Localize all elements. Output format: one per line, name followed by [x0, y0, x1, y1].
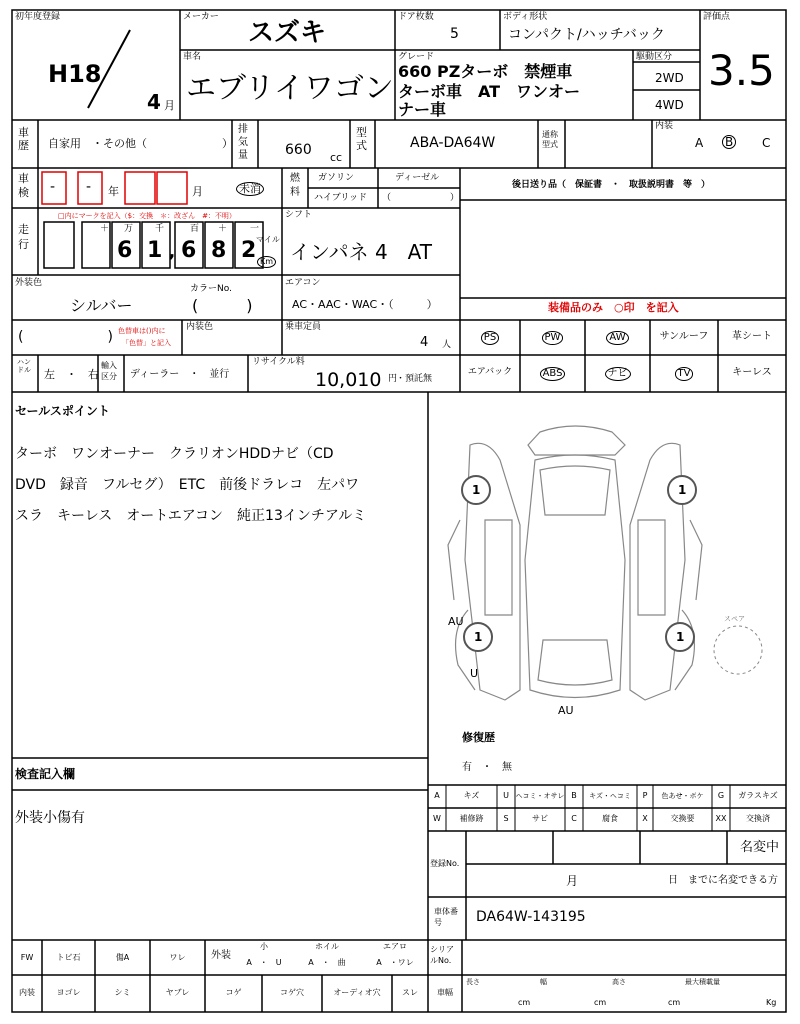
sales-line-1: ターボ ワンオーナー クラリオンHDDナビ（CD [15, 446, 334, 462]
bottom-audio-hole: オーディオ穴 [333, 988, 381, 997]
import-value: ディーラー ・ 並行 [130, 369, 230, 380]
inspection-dash-1: - [50, 179, 56, 195]
legend-code-xx: XX [715, 814, 727, 823]
shift-value: インパネ 4 AT [290, 240, 433, 264]
equip-navi-label: ナビ [605, 367, 631, 381]
bottom-dims-label: 車幅 [437, 988, 453, 997]
repair-history-label: 修復歴 [462, 731, 495, 744]
inspection-none-circle: 未消 [236, 182, 264, 196]
legend-code-c: C [571, 814, 577, 823]
legend-desc-x: 交換要 [670, 814, 695, 823]
damage-u: U [470, 667, 479, 680]
registration-month: 4 [147, 90, 161, 114]
bottom-width-label: 幅 [540, 978, 547, 986]
interior-grade-b-circle: B [722, 135, 736, 149]
bottom-wheel-value: A ・ 曲 [308, 958, 346, 967]
damage-au-rear: AU [558, 704, 574, 717]
bottom-weight-label: 最大積載量 [685, 978, 720, 986]
color-change-paren: ( ) [18, 329, 113, 345]
damage-au-left: AU [448, 615, 464, 628]
bottom-burn: コゲ [225, 988, 242, 997]
unit-ten: ＋ [100, 224, 110, 234]
capacity-label: 乗車定員 [285, 322, 322, 332]
grade-label: グレード [398, 52, 435, 62]
color-code-label: カラーNo. [190, 284, 232, 294]
displacement-label: 排気量 [238, 124, 248, 161]
odometer-digit-5: 2 [241, 238, 257, 263]
legend-desc-a: キズ [463, 791, 480, 800]
color-change-note-1: 色替車は()内に [118, 327, 166, 335]
common-model-label: 通称型式 [542, 130, 558, 149]
odometer-digit-3: 6 [181, 238, 197, 263]
bottom-stain: シミ [114, 988, 131, 997]
maker-value: スズキ [248, 18, 327, 48]
score-label: 評価点 [703, 12, 731, 22]
interior-grade-c: C [762, 136, 771, 150]
chassis-label: 車体番号 [434, 907, 458, 927]
registration-no-label: 登録No. [430, 859, 460, 868]
legend-desc-w: 補修跡 [459, 814, 484, 823]
history-label: 車歴 [18, 126, 29, 152]
capacity-value: 4 [420, 335, 429, 350]
exterior-color-value: シルバー [70, 296, 133, 315]
odometer-digit-1: 6 [117, 238, 133, 263]
legend-desc-u: ヘコミ・オサレ [515, 792, 565, 800]
chassis-value: DA64W-143195 [476, 909, 586, 925]
name-change-label: 名変中 [740, 840, 780, 855]
legend-code-w: W [433, 814, 441, 823]
car-diagram-lines [448, 426, 702, 700]
equipment-label: 装備品のみ ○印 を記入 [548, 301, 679, 314]
inspection-month-unit: 月 [192, 185, 203, 198]
interior-color-label: 内装色 [186, 322, 214, 332]
bottom-scratch-a: 傷A [115, 953, 130, 962]
odometer-digit-2: 1 [147, 238, 163, 263]
bottom-interior-label: 内装 [19, 988, 35, 997]
equip-abs-label: ABS [540, 367, 566, 381]
bottom-weight-unit: Kg [766, 998, 777, 1007]
damage-mark-rear-right: 1 [676, 630, 685, 644]
odometer-comma: , [169, 242, 176, 261]
equip-tv-label: TV [675, 367, 694, 381]
displacement-value: 660 [285, 142, 312, 158]
legend-code-s: S [503, 814, 509, 823]
fuel-hybrid: ハイブリッド [314, 193, 368, 203]
legend-desc-xx: 交換済 [746, 814, 770, 823]
legend-desc-p: 色あせ・ボケ [661, 792, 704, 800]
doors-label: ドア枚数 [398, 12, 434, 22]
sales-points-label: セールスポイント [15, 404, 110, 418]
unit-km-circle: Km [257, 256, 276, 268]
bottom-fw-label: FW [20, 953, 34, 962]
equip-tv [650, 367, 718, 381]
sales-line-3: スラ キーレス オートエアコン 純正13インチアルミ [15, 508, 367, 524]
registration-day-note: 日 までに名変できる方 [668, 875, 778, 886]
equip-sunroof: サンルーフ [659, 331, 709, 342]
displacement-unit: cc [330, 151, 343, 164]
damage-mark-rear-left: 1 [474, 630, 483, 644]
mileage-note: □内にマークを記入（$：交換 ＊：改ざん #：不明） [58, 212, 236, 220]
equip-ps-label: PS [481, 331, 499, 345]
model-label: 型式 [356, 126, 367, 152]
bottom-crack: ワレ [169, 953, 186, 962]
check-text: 外装小傷有 [15, 810, 85, 826]
bottom-wear: スレ [402, 988, 418, 997]
legend-code-b: B [571, 791, 577, 800]
unit-km [257, 256, 276, 268]
fuel-paren-open: （ [382, 193, 392, 203]
registration-era: H18 [48, 60, 102, 88]
doors-value: 5 [450, 26, 459, 42]
drive-label: 駆動区分 [636, 52, 673, 62]
grade-line-3: ナー車 [398, 100, 447, 119]
bottom-length-label: 長さ [466, 978, 480, 986]
fuel-label: 燃料 [290, 173, 300, 198]
legend-desc-g: ガラスキズ [738, 791, 778, 800]
score-value: 3.5 [708, 46, 775, 95]
bottom-length-unit: cm [518, 998, 531, 1007]
maker-label: メーカー [183, 12, 219, 22]
serial-label: シリアルNo. [430, 945, 454, 965]
bottom-tear: ヤブレ [165, 988, 190, 997]
legend-code-p: P [642, 791, 648, 800]
inspection-label: 車検 [18, 172, 29, 199]
color-change-note-2: 「色替」と記入 [122, 339, 171, 347]
drive-4wd: 4WD [655, 98, 684, 112]
mileage-label: 走行 [18, 223, 29, 251]
grade-line-2: ターボ車 AT ワンオー [398, 82, 581, 101]
recycle-value: 10,010 [315, 369, 382, 391]
unit-man: 万 [124, 224, 134, 234]
recycle-note: ・預託無 [396, 374, 433, 384]
capacity-unit: 人 [442, 340, 452, 350]
unit-ten-2: ＋ [218, 224, 228, 234]
equip-airbag: エアバック [467, 367, 513, 377]
bottom-height-unit: cm [668, 998, 681, 1007]
usage-close: ） [222, 137, 233, 150]
bottom-exterior-label: 外装 [211, 950, 231, 961]
damage-mark-front-right: 1 [678, 483, 687, 497]
equip-ps [460, 331, 520, 345]
legend-desc-c: 腐食 [602, 814, 618, 823]
handle-value: 左 ・ 右 [44, 368, 99, 381]
check-label: 検査記入欄 [15, 767, 76, 781]
bottom-aero-label: エアロ [383, 942, 407, 951]
grade-line-1: 660 PZターボ 禁煙車 [398, 62, 573, 81]
legend-desc-b: キズ・ヘコミ [589, 792, 631, 800]
fuel-paren-close: ） [450, 193, 460, 203]
bottom-wheel-label: ホイル [315, 942, 339, 951]
spare-label: スペア [724, 615, 745, 623]
recycle-unit: 円 [388, 374, 398, 384]
bottom-small-label: 小 [260, 942, 268, 951]
usage-value: 自家用 ・その他（ [48, 137, 147, 150]
repair-history-value: 有 ・ 無 [462, 762, 512, 773]
unit-sen: 千 [155, 224, 165, 234]
unit-one: 一 [250, 224, 260, 234]
ac-value: AC・AAC・WAC・（ ） [292, 298, 438, 311]
legend-code-x: X [642, 814, 648, 823]
odometer-digit-4: 8 [211, 238, 227, 263]
first-registration-label: 初年度登録 [15, 12, 61, 22]
month-unit: 月 [164, 99, 175, 112]
bottom-chip: トビ石 [56, 953, 81, 962]
exterior-color-label: 外装色 [15, 278, 43, 288]
recycle-label: リサイクル料 [252, 357, 305, 367]
fuel-diesel: ディーゼル [395, 173, 440, 183]
equip-keyless: キーレス [732, 367, 772, 378]
equip-pw-label: PW [542, 331, 564, 345]
bottom-dirt: ヨゴレ [56, 988, 81, 997]
legend-code-a: A [434, 791, 440, 800]
unit-mile: マイル [256, 235, 280, 244]
car-name-label: 車名 [183, 52, 202, 62]
car-name-value: エブリイワゴン [186, 71, 394, 106]
legend-code-u: U [503, 791, 509, 800]
registration-month-unit: 月 [566, 874, 579, 888]
later-items-label: 後日送り品（ 保証書 ・ 取扱説明書 等 ） [512, 180, 711, 190]
bottom-small-value: A ・ U [246, 958, 282, 967]
equip-aw-label: AW [606, 331, 628, 345]
equip-pw [520, 331, 585, 345]
inspection-year-unit: 年 [108, 185, 119, 198]
handle-label: ハンドル [17, 358, 31, 374]
import-label: 輸入区分 [101, 361, 117, 381]
equip-abs [520, 367, 585, 381]
equip-navi [585, 367, 650, 381]
damage-mark-front-left: 1 [472, 483, 481, 497]
body-type-label: ボディ形状 [503, 12, 548, 22]
model-value: ABA-DA64W [410, 135, 496, 151]
bottom-height-label: 高さ [612, 978, 626, 986]
inspection-none [236, 182, 264, 196]
inspection-dash-2: - [86, 179, 92, 195]
bottom-aero-value: A ・ワレ [376, 958, 414, 967]
interior-label: 内装 [655, 121, 674, 131]
drive-2wd: 2WD [655, 71, 684, 85]
ac-label: エアコン [285, 278, 321, 288]
bottom-burn-hole: コゲ穴 [280, 988, 304, 997]
unit-hyaku: 百 [190, 224, 200, 234]
equip-aw [585, 331, 650, 345]
bottom-width-unit: cm [594, 998, 607, 1007]
fuel-gasoline: ガソリン [318, 173, 355, 183]
interior-grade-a: A [695, 136, 704, 150]
interior-grade-b [722, 135, 736, 149]
sales-line-2: DVD 録音 フルセグ） ETC 前後ドラレコ 左パワ [15, 477, 360, 493]
legend-code-g: G [717, 791, 725, 800]
shift-label: シフト [285, 210, 313, 220]
body-type-value: コンパクト/ハッチバック [508, 27, 665, 43]
legend-desc-s: サビ [532, 814, 548, 823]
color-code-value: ( ) [192, 296, 253, 315]
equip-leather: 革シート [732, 331, 772, 342]
